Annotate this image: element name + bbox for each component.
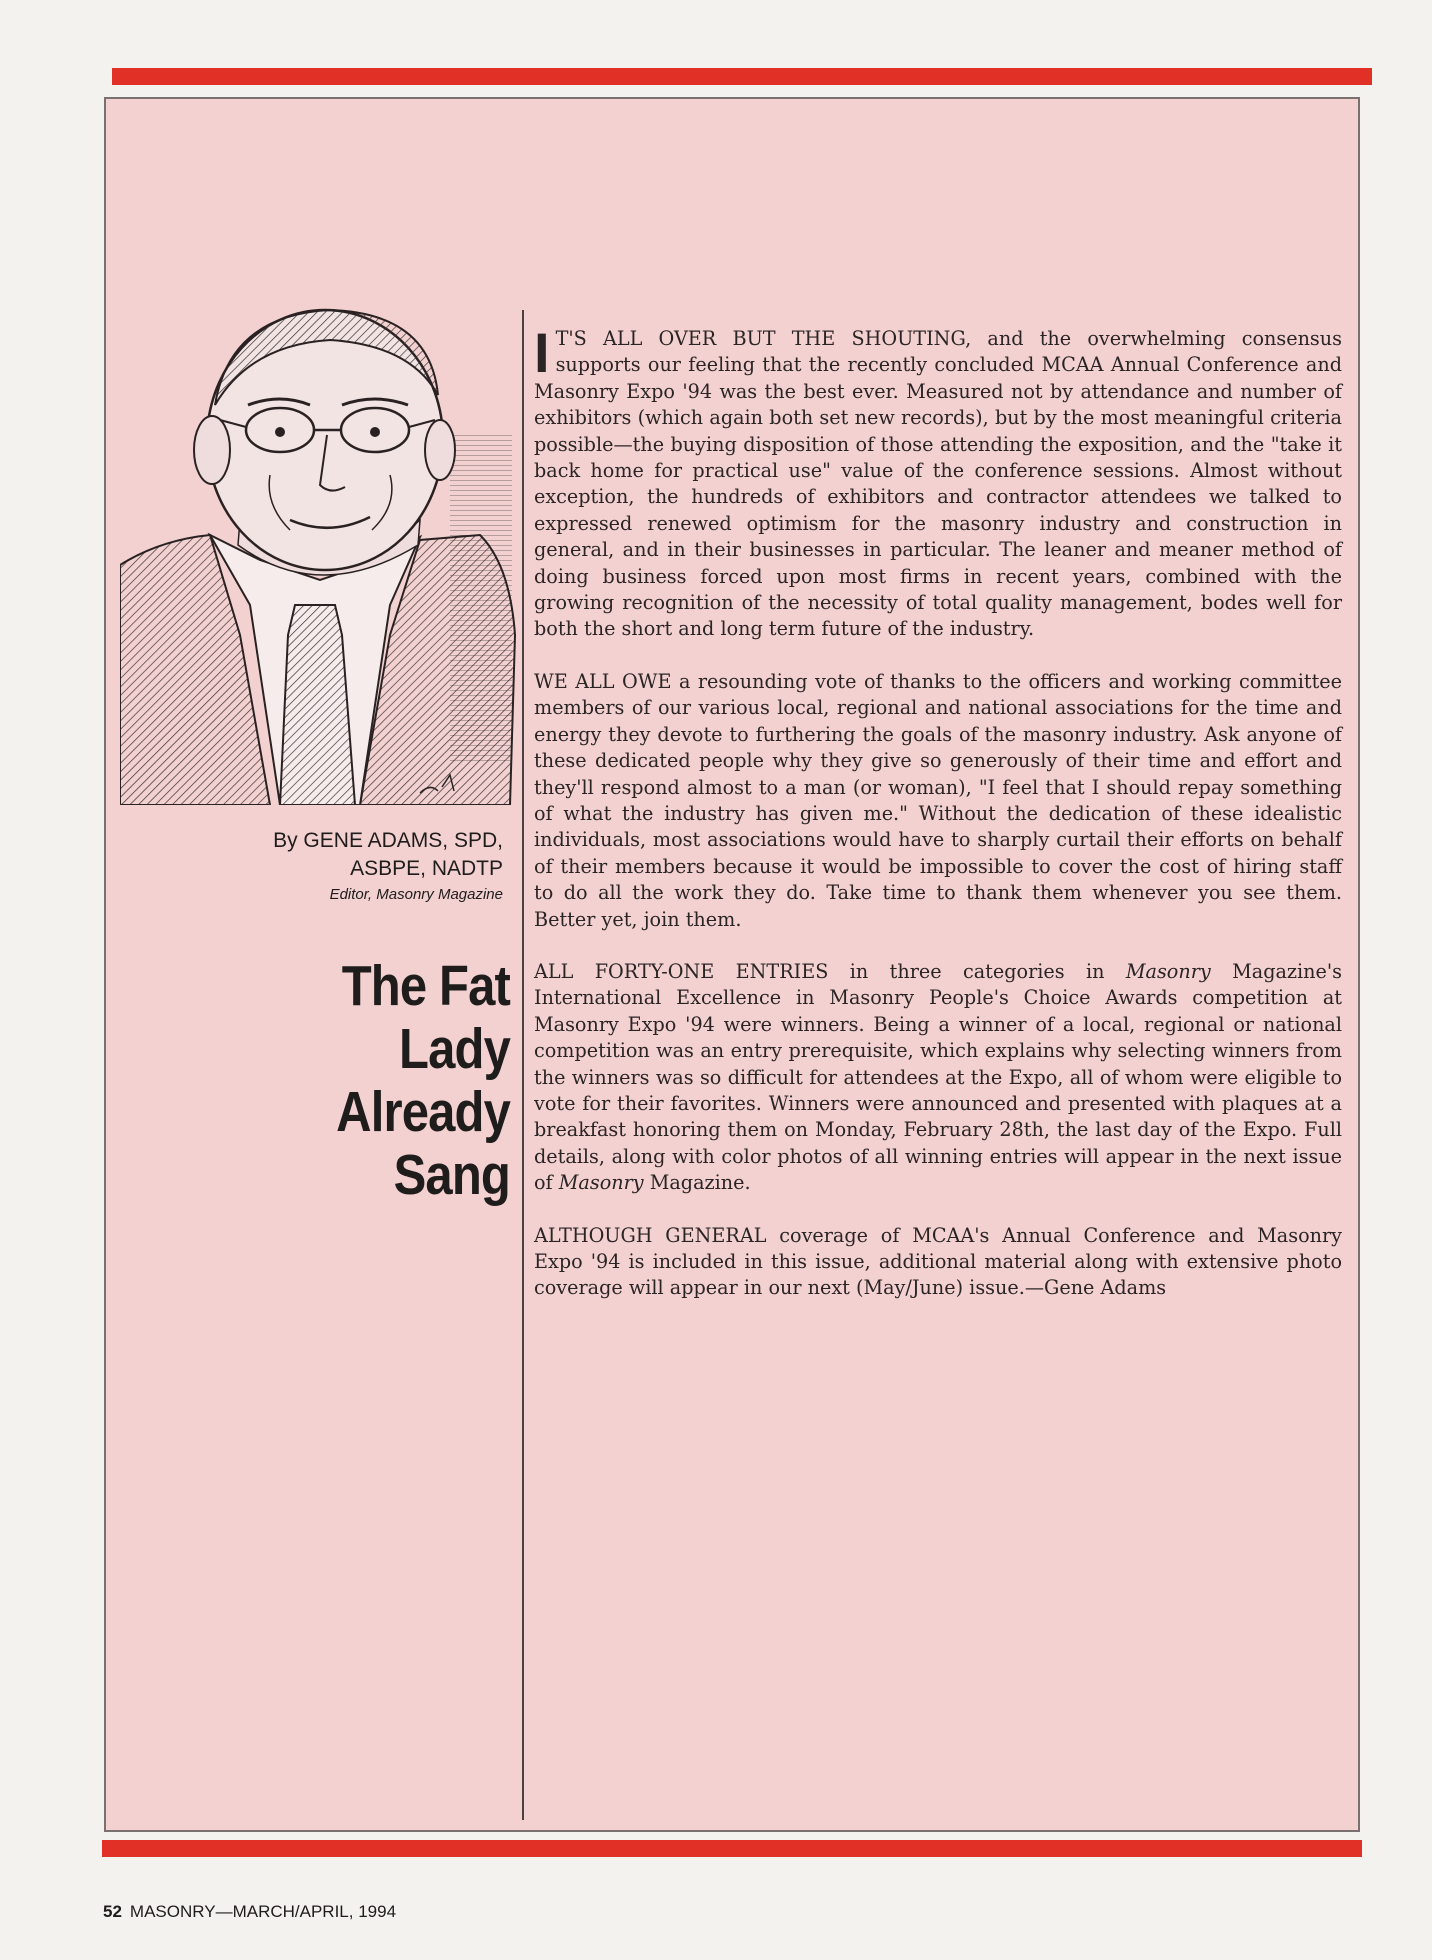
column-divider (522, 310, 524, 1820)
byline-role: Editor, Masonry Magazine (329, 886, 503, 903)
byline-credentials: ASBPE, NADTP (350, 857, 503, 880)
publication-line: MASONRY—MARCH/APRIL, 1994 (129, 1902, 397, 1921)
paragraph-1: I T'S ALL OVER BUT THE SHOUTING, and the overwhelming consensus supports our feeling that the recently concluded MCAA Annual Conference and Masonry Expo '94 was the best ever. Measured not by attendance and number of exhibitors (which again both set new records), but by the most meaningful criteria possible—the buying disposition of those attending the exposition, and the "take it back home for practical use" value of the conference sessions. Almost without exception, the hundreds of exhibitors and contractor attendees we talked to expressed renewed optimism for the masonry industry and construction in general, and in their businesses in particular. The leaner and meaner method of doing business forced upon most firms in recent years, combined with the growing recognition of the necessity of total quality management, bodes well for both the short and long term future of the industry. (534, 321, 1342, 641)
page-number: 52 (103, 1902, 122, 1921)
paragraph-3: ALL FORTY-ONE ENTRIES in three categories in Masonry Magazine's International Excellence in Masonry People's Choice Awards competition at Masonry Expo '94 were winners. Being a winner of a local, regional or national competition was an entry prerequisite, which explains why selecting winners from the winners was so difficult for attendees at the Expo, all of whom were eligible to vote for their favorites. Winners were announced and presented with plaques at a breakfast honoring them on Monday, February 28th, the last day of the Expo. Full details, along with color photos of all winning entries will appear in the next issue of Masonry Magazine. (534, 959, 1342, 1195)
bottom-red-rule (102, 1840, 1362, 1857)
byline-author: By GENE ADAMS, SPD, (273, 829, 503, 852)
page-footer (103, 1902, 396, 1922)
headline-line: The Fat (341, 954, 510, 1018)
headline-line: Already (336, 1080, 510, 1144)
paragraph-4: ALTHOUGH GENERAL coverage of MCAA's Annual Conference and Masonry Expo '94 is included in this issue, additional material along with extensive photo coverage will appear in our next (May/June) issue.—Gene Adams (534, 1223, 1342, 1300)
top-red-rule (112, 68, 1372, 85)
paragraph-2: WE ALL OWE a resounding vote of thanks to the officers and working committee members of our various local, regional and national associations for the time and energy they devote to furthering the goals of the masonry industry. Ask anyone of these dedicated people why they give so generously of their time and effort and they'll respond almost to a man (or woman), "I feel that I should repay something of what the industry has given me." Without the dedication of these idealistic individuals, most associations would have to sharply curtail their efforts on behalf of their members because it would be impossible to cover the cost of hiring staff to do all the work they do. Take time to thank them whenever you see them. Better yet, join them. (534, 669, 1342, 931)
article-body (534, 321, 1342, 1328)
headline (226, 955, 510, 1207)
author-portrait-illustration (120, 305, 520, 805)
headline-line: Lady (399, 1017, 510, 1081)
headline-line: Sang (393, 1143, 510, 1207)
drop-cap: I (534, 321, 550, 384)
